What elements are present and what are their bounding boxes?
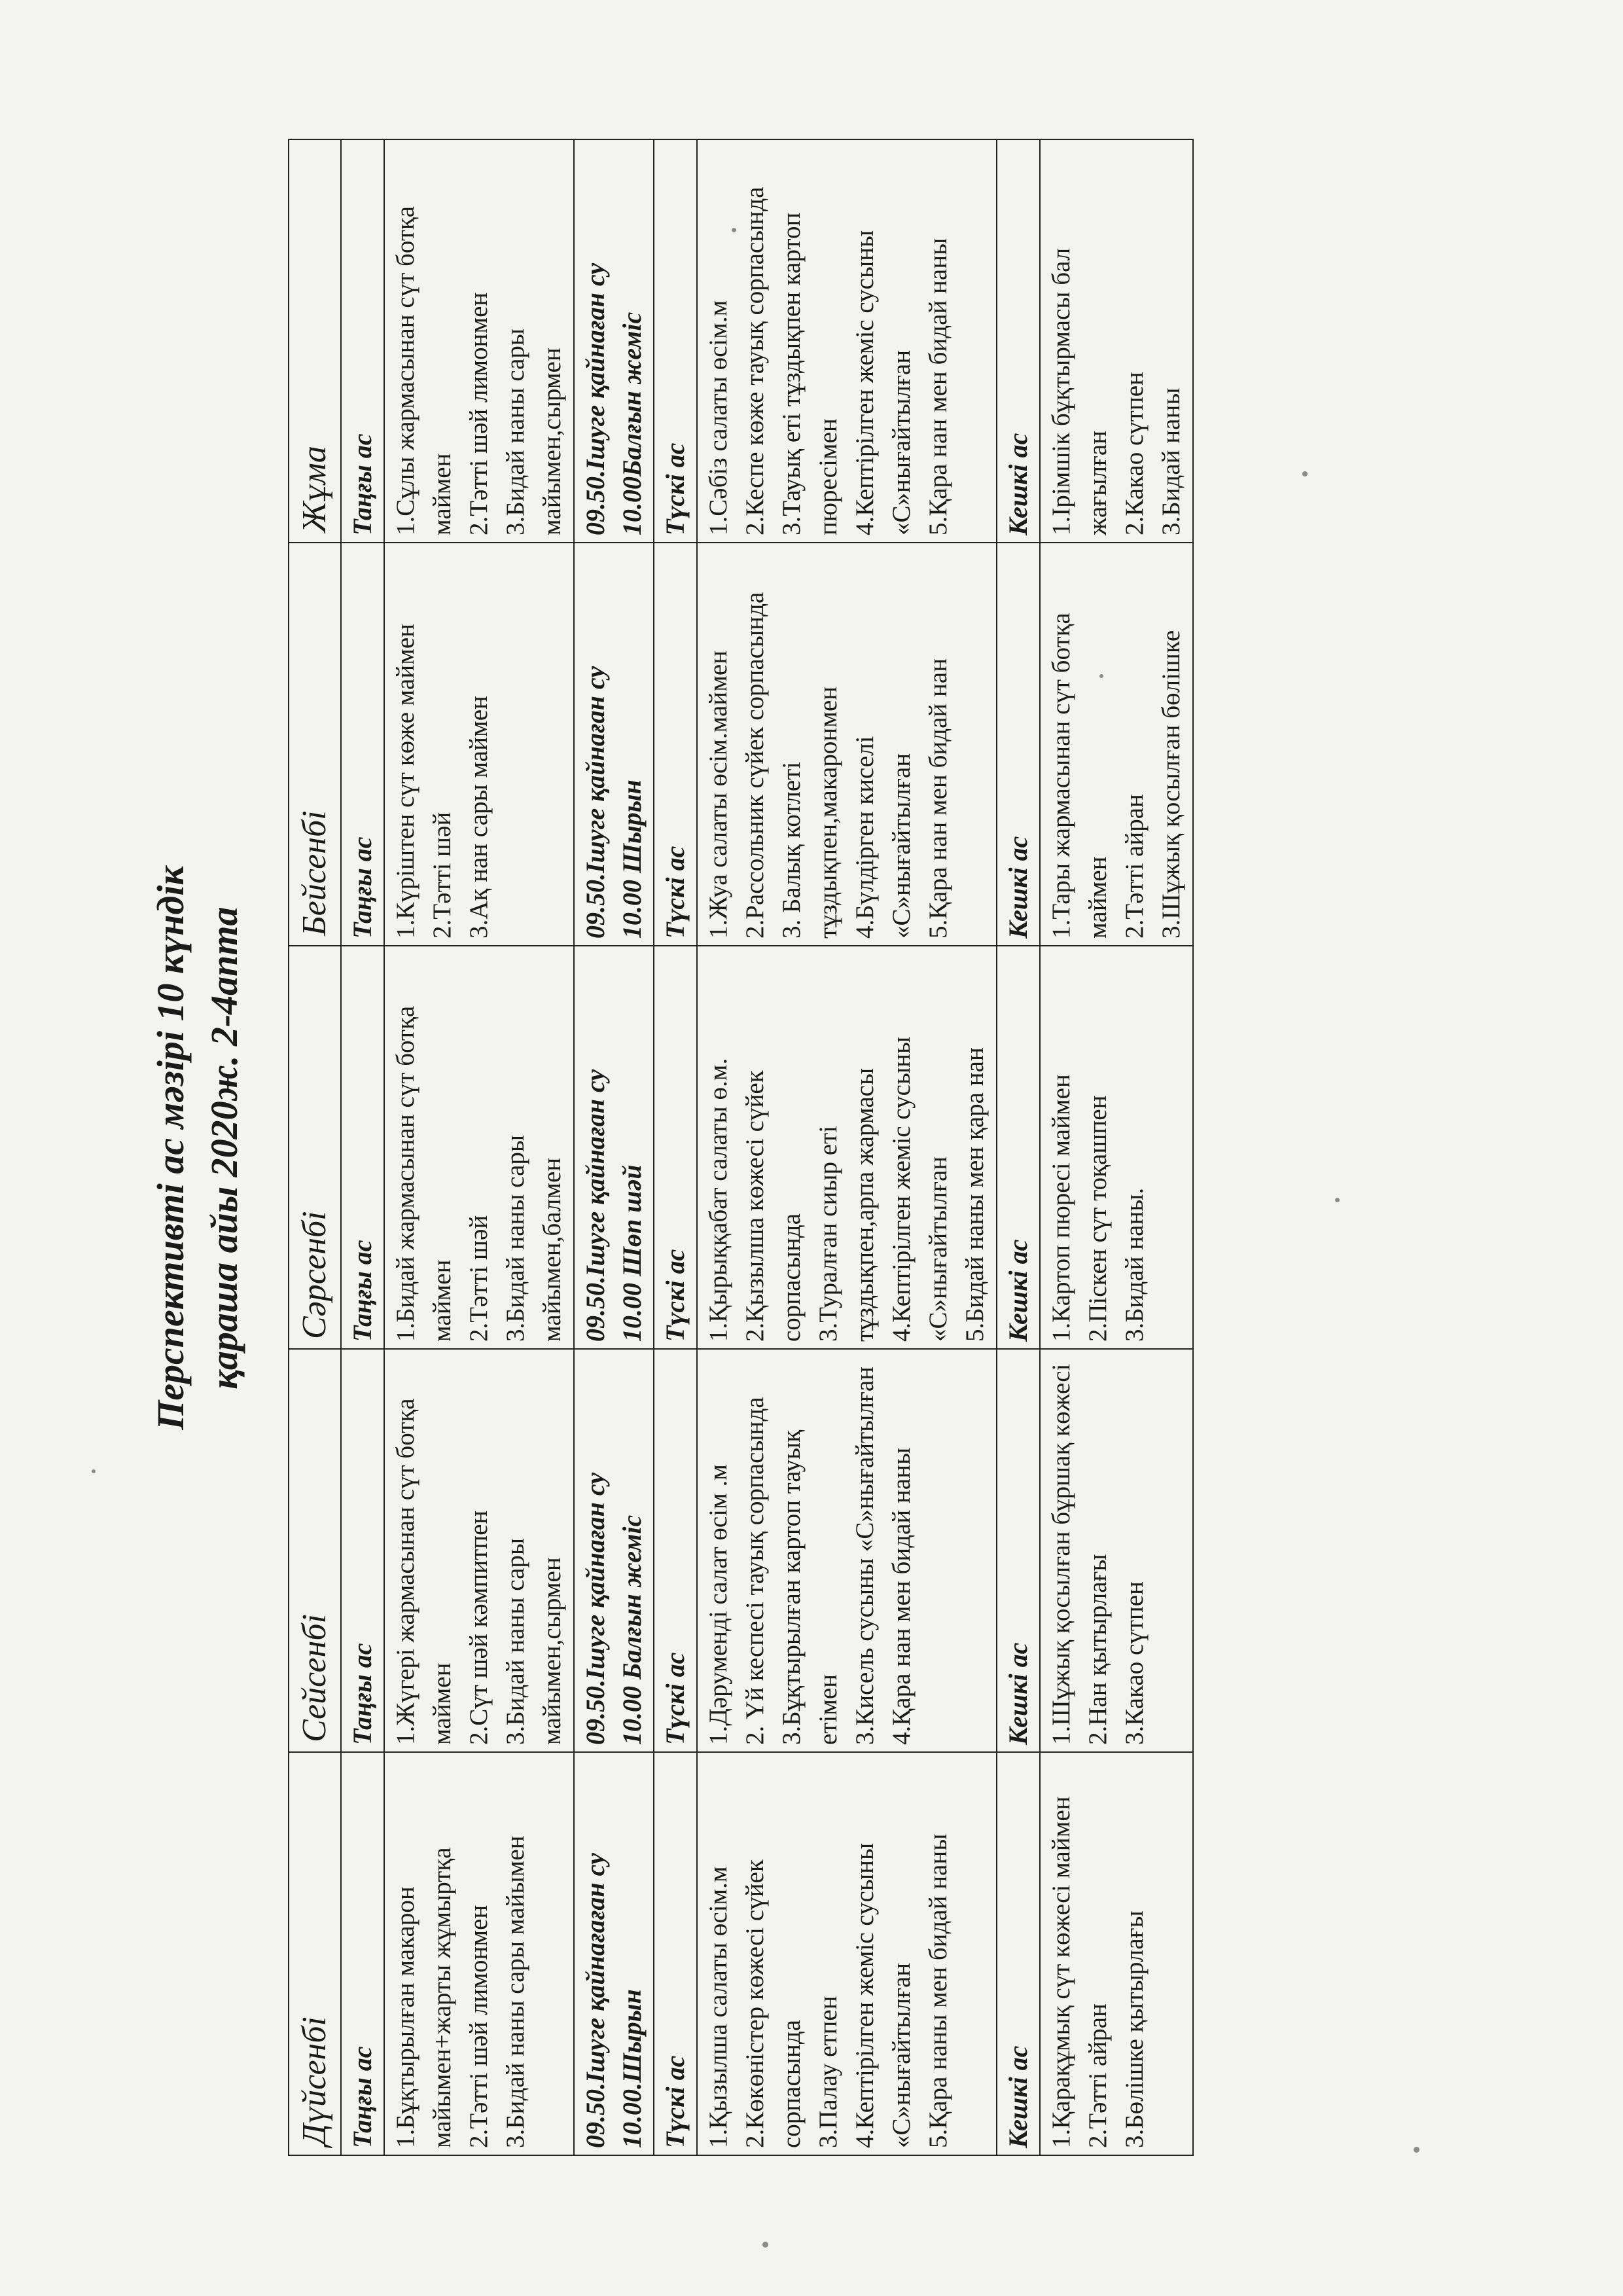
menu-item: 3.Бидай наны [1157,387,1185,535]
dinner-cell-thursday [1040,543,1193,946]
breakfast-cell-monday [384,1752,574,2155]
snack-water: 09.50.Ішуге қайнаған су [580,1472,610,1745]
menu-item: 2.Піскен сүт тоқашпен [1084,1095,1112,1342]
menu-item: 5.Қара нан мен бидай нан [924,658,952,939]
breakfast-cell-tuesday [384,1349,574,1752]
dinner-label: Кешкі ас [997,543,1040,946]
menu-item: 1.Жүгері жармасынан сүт ботқа маймен [391,1398,456,1745]
menu-item: 2.Какао сүтпен [1120,372,1149,535]
dinner-header-row [997,139,1040,2155]
menu-page [144,134,1479,2162]
lunch-cell-tuesday [697,1349,997,1752]
lunch-cell-wednesday [697,946,997,1349]
menu-item: 5.Қара нан мен бидай наны [924,238,952,535]
day-friday: Жұма [289,139,341,543]
menu-item: 3.Шұжық қосылған бөлішке [1157,630,1185,939]
menu-item: 2.Тәтті шәй лимонмен [465,1905,493,2148]
breakfast-cell-friday [384,139,574,543]
menu-item: 2.Тәтті шәй [465,1215,493,1342]
menu-table [288,139,1194,2156]
breakfast-header-row [341,139,384,2155]
menu-item: 3.Бөлішке қытырлағы [1120,1910,1149,2148]
menu-item: 3.Бұқтырылған картоп тауық етімен [777,1429,842,1745]
snack-water: 09.50.Ішуге қайнаған су [580,262,610,535]
snack-cell-tuesday [574,1349,654,1752]
snack-row [574,139,654,2155]
menu-item: 1.Қарақұмық сүт көжесі маймен [1047,1796,1075,2148]
menu-item: 4.Бүлдірген киселі «С»нығайтылған [851,736,916,939]
menu-item: 2.Қызылша көжесі сүйек сорпасында [741,1070,806,1342]
menu-item: 5.Бидай наны мен қара нан [961,1047,989,1342]
dinner-label: Кешкі ас [997,946,1040,1349]
menu-item: 2.Көкөністер көжесі сүйек сорпасында [741,1859,806,2148]
menu-item: 3.Бидай наны сары майымен,балмен [501,1134,566,1342]
snack-water: 09.50.Ішуге қайнағаған су [580,1853,610,2148]
snack-item: 10.00Балғын жеміс [617,312,647,535]
menu-item: 1.Дәрумендi салат өсім .м [704,1464,732,1745]
breakfast-label: Таңғы ас [341,1349,384,1752]
menu-item: 3.Бидай наны сары майымен [501,1835,529,2148]
menu-item: 4.Кептірілген жеміс сусыны «С»нығайтылған [851,1842,916,2148]
lunch-label: Түскі ас [654,543,697,946]
snack-cell-wednesday [574,946,654,1349]
menu-item: 2.Рассольник сүйек сорпасында [741,592,769,939]
page-title [144,134,251,2162]
menu-item: 1.Қызылша салаты өсім.м [704,1866,732,2148]
lunch-label: Түскі ас [654,946,697,1349]
menu-item: 2.Тәтті айран [1084,2003,1112,2148]
menu-item: 2.Сүт шәй кәмпитпен [465,1510,493,1745]
menu-item: 3.Кисель сусыны «С»нығайтылған [851,1366,879,1745]
breakfast-label: Таңғы ас [341,1752,384,2155]
lunch-label: Түскі ас [654,139,697,543]
snack-water: 09.50.Ішуге қайнаған су [580,666,610,939]
snack-item: 10.00.Шырын [617,1989,647,2148]
menu-item: 3.Бидай наны сары майымен,сырмен [501,328,566,535]
menu-item: 3.Ақ нан сары маймен [465,696,493,939]
lunch-cell-monday [697,1752,997,2155]
title-line-2: қараша айы 2020ж. 2-4апта [203,906,245,1390]
snack-water: 09.50.Ішуге қайнаған су [580,1069,610,1342]
dinner-label: Кешкі ас [997,1349,1040,1752]
snack-item: 10.00 Шырын [617,780,647,939]
breakfast-cell-wednesday [384,946,574,1349]
lunch-row [697,139,997,2155]
menu-item: 2. Үй кеспесі тауық сорпасында [741,1397,769,1745]
menu-item: 1.Картоп пюресі маймен [1047,1074,1075,1342]
menu-item: 1.Сұлы жармасынан сүт ботқа маймен [391,206,456,535]
menu-item: 3.Туралған сиыр еті тұздықпен,арпа жармасы [814,1067,879,1342]
menu-item: 4.Кептірілген жеміс сусыны «С»нығайтылған [887,1036,952,1342]
menu-item: 1.Бұқтырылған макарон майымен+жарты жұмыртқа [391,1847,456,2148]
lunch-cell-friday [697,139,997,543]
menu-item: 2.Нан қытырлағы [1084,1554,1112,1745]
menu-item: 2.Тәтті айран [1120,794,1149,939]
menu-item: 2.Тәтті шәй лимонмен [465,292,493,535]
breakfast-cell-thursday [384,543,574,946]
breakfast-row [384,139,574,2155]
menu-item: 2.Кеспе көже тауық сорпасында [741,187,769,535]
menu-item: 3.Бидай наны сары майымен,сырмен [501,1537,566,1745]
dinner-cell-monday [1040,1752,1193,2155]
breakfast-label: Таңғы ас [341,139,384,543]
dinner-cell-tuesday [1040,1349,1193,1752]
lunch-cell-thursday [697,543,997,946]
dinner-label: Кешкі ас [997,139,1040,543]
menu-item: 1.Күріштен сүт көже маймен [391,623,419,939]
menu-item: 5.Қара наны мен бидай наны [924,1833,952,2148]
day-header-row [289,139,341,2155]
breakfast-label: Таңғы ас [341,543,384,946]
day-monday: Дүйсенбі [289,1752,341,2155]
day-tuesday: Сейсенбі [289,1349,341,1752]
menu-item: 3.Бидай наны. [1120,1187,1149,1342]
snack-cell-friday [574,139,654,543]
menu-item: 3.Какао сүтпен [1120,1581,1149,1745]
lunch-header-row [654,139,697,2155]
day-thursday: Бейсенбі [289,543,341,946]
menu-item: 1.Сәбіз салаты өсім.м [704,300,732,535]
scan-speck [762,2242,768,2248]
menu-item: 1.Тары жармасынан сүт ботқа маймен [1047,613,1112,939]
menu-item: 1.Қырыққабат салаты ө.м. [704,1058,732,1342]
menu-item: 1.Шұжық қосылған бұршақ көжесі [1047,1363,1075,1745]
title-line-1: Перспективті ас мәзірі 10 күндік [149,866,192,1430]
snack-item: 10.00 Шөп шәй [617,1164,647,1342]
lunch-label: Түскі ас [654,1349,697,1752]
dinner-cell-wednesday [1040,946,1193,1349]
snack-cell-thursday [574,543,654,946]
menu-item: 1.Ірімшік бұқтырмасы бал жағылған [1047,247,1112,535]
menu-item: 3.Тауық еті тұздықпен картоп пюресімен [777,212,842,535]
lunch-label: Түскі ас [654,1752,697,2155]
dinner-cell-friday [1040,139,1193,543]
menu-item: 2.Тәтті шәй [428,812,456,939]
menu-item: 1.Жуа салаты өсім.маймен [704,650,732,939]
menu-item: 4.Қара нан мен бидай наны [887,1447,916,1745]
menu-item: 3. Балық котлеті тұздықпен,макаронмен [777,686,842,939]
snack-cell-monday [574,1752,654,2155]
menu-item: 1.Бидай жармасынан сүт ботқа маймен [391,1005,456,1342]
breakfast-label: Таңғы ас [341,946,384,1349]
dinner-row [1040,139,1193,2155]
scan-speck [92,1469,96,1473]
snack-item: 10.00 Балғын жеміс [617,1515,647,1745]
menu-item: 3.Палау етпен [814,1996,842,2148]
menu-item: 4.Кептірілген жеміс сусыны «С»нығайтылған [851,230,916,535]
dinner-label: Кешкі ас [997,1752,1040,2155]
day-wednesday: Сәрсенбі [289,946,341,1349]
